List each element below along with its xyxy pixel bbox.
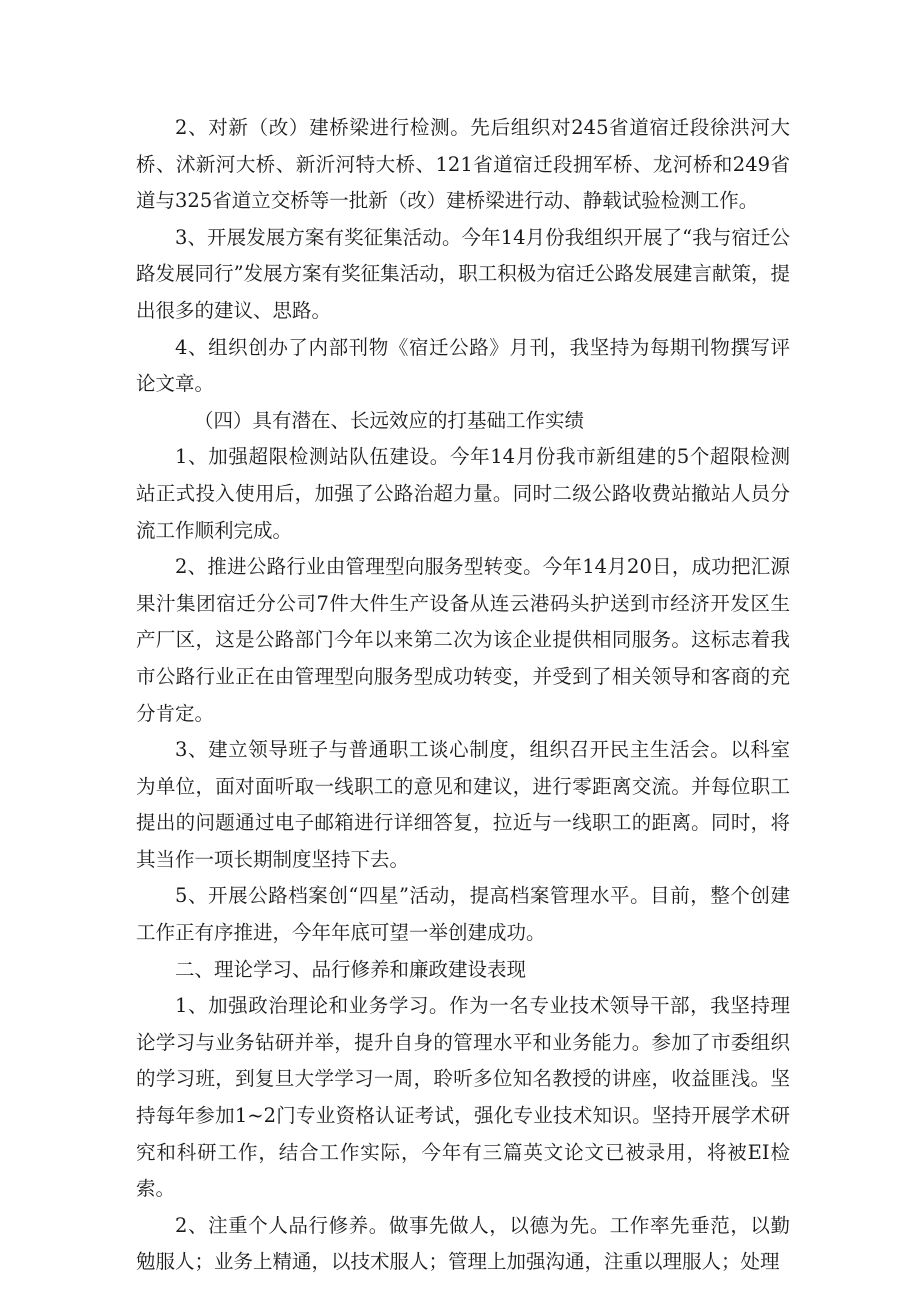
paragraph-personal-conduct: 2、注重个人品行修养。做事先做人，以德为先。工作率先垂范，以勤勉服人；业务上精通，以技术服人；管理上加强沟通，注重以理服人；处理 [136,1213,790,1274]
paragraph-service-transformation: 2、推进公路行业由管理型向服务型转变。今年14月20日，成功把汇源果汁集团宿迁分公司7件大件生产设备从连云港码头护送到市经济开发区生产厂区，这是公路部门今年以来第二次为该企业提供相同服务。这标志着我市公路行业正在由管理型向服务型成功转变，并受到了相关领导和客商的充分肯定。 [136,555,790,725]
paragraph-talk-system: 3、建立领导班子与普通职工谈心制度，组织召开民主生活会。以科室为单位，面对面听取一线职工的意见和建议，进行零距离交流。并每位职工提出的问题通过电子邮箱进行详细答复，拉近与一线职工的距离。同时，将其当作一项长期制度坚持下去。 [136,738,790,871]
section-heading-theory-study: 二、理论学习、品行修养和廉政建设表现 [175,957,527,981]
paragraph-bridge-inspection: 2、对新（改）建桥梁进行检测。先后组织对245省道宿迁段徐洪河大桥、沭新河大桥、新沂河特大桥、121省道宿迁段拥军桥、龙河桥和249省道与325省道立交桥等一批新（改）建桥梁进行动、静载试验检测工作。 [136,116,790,213]
paragraph-internal-journal: 4、组织创办了内部刊物《宿迁公路》月刊，我坚持为每期刊物撰写评论文章。 [136,335,790,396]
paragraph-political-study: 1、加强政治理论和业务学习。作为一名专业技术领导干部，我坚持理论学习与业务钻研并举，提升自身的管理水平和业务能力。参加了市委组织的学习班，到复旦大学学习一周，聆听多位知名教授的讲座，收益匪浅。坚持每年参加1~2门专业资格认证考试，强化专业技术知识。坚持开展学术研究和科研工作，结合工作实际，今年有三篇英文论文已被录用，将被EI检索。 [136,994,790,1201]
section-heading-foundation-work: （四）具有潜在、长远效应的打基础工作实绩 [194,408,585,432]
paragraph-archive-stars: 5、开展公路档案创“四星”活动，提高档案管理水平。目前，整个创建工作正有序推进，今年年底可望一举创建成功。 [136,884,790,945]
paragraph-overload-station: 1、加强超限检测站队伍建设。今年14月份我市新组建的5个超限检测站正式投入使用后，加强了公路治超力量。同时二级公路收费站撤站人员分流工作顺利完成。 [136,445,790,542]
paragraph-plan-solicitation: 3、开展发展方案有奖征集活动。今年14月份我组织开展了“我与宿迁公路发展同行”发展方案有奖征集活动，职工积极为宿迁公路发展建言献策，提出很多的建议、思路。 [136,225,790,322]
document-body [136,110,790,1281]
